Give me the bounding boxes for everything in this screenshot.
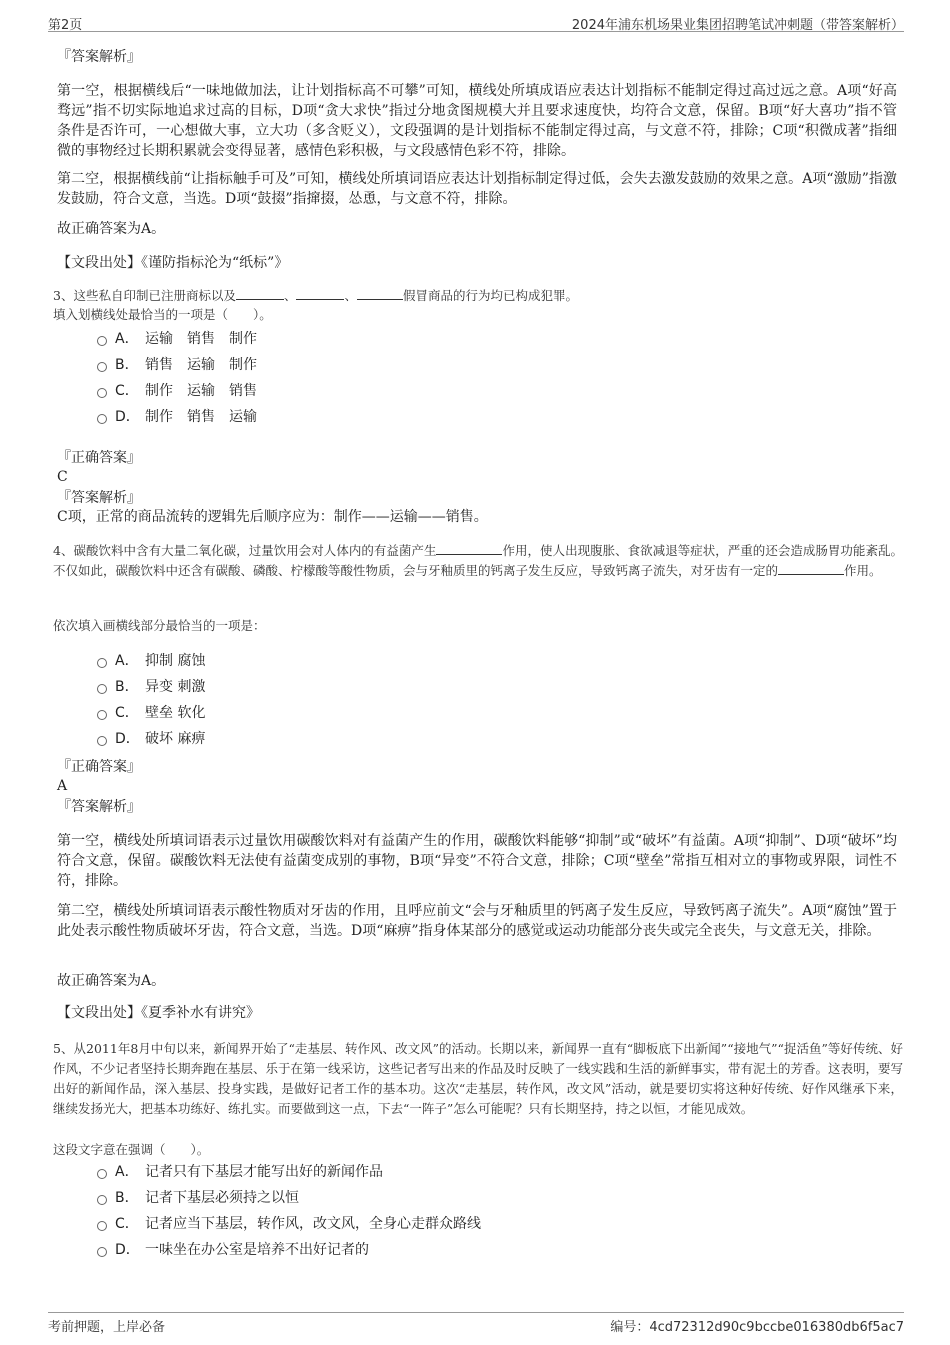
q3-prompt: 填入划横线处最恰当的一项是（ ）。 [53, 307, 272, 322]
q3-correct-answer: C [57, 469, 68, 485]
q4-prompt: 依次填入画横线部分最恰当的一项是： [53, 618, 266, 633]
q3-option-c[interactable]: C． 制作 运输 销售 [97, 380, 257, 402]
q3-analysis: C项，正常的商品流转的逻辑先后顺序应为：制作——运输——销售。 [57, 509, 488, 525]
page-footer [48, 1312, 904, 1335]
q4-option-a[interactable]: A． 抑制 腐蚀 [97, 650, 205, 672]
q3-analysis-label: 『答案解析』 [57, 490, 141, 506]
q2-source: 【文段出处】《谨防指标沦为“纸标”》 [57, 255, 289, 271]
footer-slogan: 考前押题，上岸必备 [48, 1320, 166, 1335]
q3-option-b[interactable]: B． 销售 运输 制作 [97, 354, 257, 376]
q5-stem: 5、从2011年8月中旬以来，新闻界开始了“走基层、转作风、改文风”的活动。长期以来，新闻界一直有“脚板底下出新闻”“接地气”“捉活鱼”等好传统、好作风，不少记者坚持长期奔跑在基层、乐于在第一线采访，这些记者写出来的作品及时反映了一线实践和生活的新鲜事实，带有泥土的芳香。这表明，要写出好的新闻作品，深入基层、投身实践，是做好记者工作的基本功。这次“走基层，转作风，改文风”活动，就是要切实将这种好传统、好作风继承下来，继续发扬光大，把基本功练好、练扎实。而要做到这一点，下去“一阵子”怎么可能呢？只有长期坚持，持之以恒，才能见成效。 [53, 1041, 904, 1116]
radio-icon[interactable] [97, 710, 107, 720]
q2-analysis-p1: 第一空，根据横线后“一味地做加法，让计划指标高不可攀”可知，横线处所填成语应表达计划指标不能制定得过高过远之意。A项“好高骛远”指不切实际地追求过高的目标，D项“贪大求快”指过分地贪图规模大并且要求速度快，均符合文意，保留。B项“好大喜功”指不管条件是否许可，一心想做大事，立大功（多含贬义），文段强调的是计划指标不能制定得过高，与文意不符，排除；C项“积微成著”指细微的事物经过长期积累就会变得显著，感情色彩积极，与文段感情色彩不符，排除。 [57, 83, 897, 159]
blank-line [236, 286, 284, 300]
q2-analysis-p2: 第二空，根据横线前“让指标触手可及”可知，横线处所填词语应表达计划指标制定得过低，会失去激发鼓励的效果之意。A项“激励”指激发鼓励，符合文意，当选。D项“鼓掇”指撺掇，怂恿，与文意不符，排除。 [57, 171, 897, 207]
radio-icon[interactable] [97, 414, 107, 424]
q4-stem: 4、碳酸饮料中含有大量二氧化碳，过量饮用会对人体内的有益菌产生 作用，使人出现腹胀、食欲减退等症状，严重的还会造成肠胃功能紊乱。不仅如此，碳酸饮料中还含有碳酸、磷酸、柠檬酸等酸性物质，会与牙釉质里的钙离子发生反应，导致钙离子流失，对牙齿有一定的 作用。 [53, 543, 903, 578]
radio-icon[interactable] [97, 1247, 107, 1257]
blank-line [436, 541, 502, 555]
q3-stem: 3、这些私自印制已注册商标以及 、 、 假冒商品的行为均已构成犯罪。 [53, 288, 579, 303]
q4-option-d[interactable]: D． 破坏 麻痹 [97, 728, 205, 750]
radio-icon[interactable] [97, 336, 107, 346]
q4-analysis-p1: 第一空，横线处所填词语表示过量饮用碳酸饮料对有益菌产生的作用，碳酸饮料能够“抑制”或“破坏”有益菌。A项“抑制”、D项“破坏”均符合文意，保留。碳酸饮料无法使有益菌变成别的事物，B项“异变”不符合文意，排除；C项“壁垒”常指互相对立的事物或界限，词性不符，排除。 [57, 833, 897, 889]
q2-analysis-label: 『答案解析』 [57, 49, 141, 65]
blank-line [778, 561, 844, 575]
radio-icon[interactable] [97, 1221, 107, 1231]
q3-option-d[interactable]: D． 制作 销售 运输 [97, 406, 257, 428]
blank-line [296, 286, 344, 300]
q4-conclusion: 故正确答案为A。 [57, 973, 166, 989]
q5-option-a[interactable]: A． 记者只有下基层才能写出好的新闻作品 [97, 1161, 383, 1183]
document-serial: 编号：4cd72312d90c9bccbe016380db6f5ac7 [610, 1320, 904, 1335]
q5-option-d[interactable]: D． 一味坐在办公室是培养不出好记者的 [97, 1239, 369, 1261]
q4-analysis-p2: 第二空，横线处所填词语表示酸性物质对牙齿的作用，且呼应前文“会与牙釉质里的钙离子发生反应，导致钙离子流失”。A项“腐蚀”置于此处表示酸性物质破坏牙齿，符合文意，当选。D项“麻痹”指身体某部分的感觉或运动功能部分丧失或完全丧失，与文意无关，排除。 [57, 903, 897, 939]
page-number: 第2页 [48, 18, 83, 33]
blank-line [357, 286, 403, 300]
q3-option-a[interactable]: A． 运输 销售 制作 [97, 328, 257, 350]
q4-option-b[interactable]: B． 异变 刺激 [97, 676, 205, 698]
radio-icon[interactable] [97, 1195, 107, 1205]
q4-correct-answer: A [57, 778, 68, 794]
q4-correct-label: 『正确答案』 [57, 759, 141, 775]
radio-icon[interactable] [97, 736, 107, 746]
q3-correct-label: 『正确答案』 [57, 450, 141, 466]
q4-analysis-label: 『答案解析』 [57, 799, 141, 815]
radio-icon[interactable] [97, 658, 107, 668]
radio-icon[interactable] [97, 362, 107, 372]
q5-option-c[interactable]: C． 记者应当下基层，转作风，改文风，全身心走群众路线 [97, 1213, 481, 1235]
radio-icon[interactable] [97, 684, 107, 694]
page-header [48, 12, 904, 32]
q2-conclusion: 故正确答案为A。 [57, 221, 166, 237]
q4-source: 【文段出处】《夏季补水有讲究》 [57, 1005, 260, 1021]
q5-option-b[interactable]: B． 记者下基层必须持之以恒 [97, 1187, 299, 1209]
radio-icon[interactable] [97, 388, 107, 398]
document-title: 2024年浦东机场果业集团招聘笔试冲刺题（带答案解析） [571, 18, 904, 33]
radio-icon[interactable] [97, 1169, 107, 1179]
q5-prompt: 这段文字意在强调（ ）。 [53, 1142, 210, 1157]
q4-option-c[interactable]: C． 壁垒 软化 [97, 702, 205, 724]
